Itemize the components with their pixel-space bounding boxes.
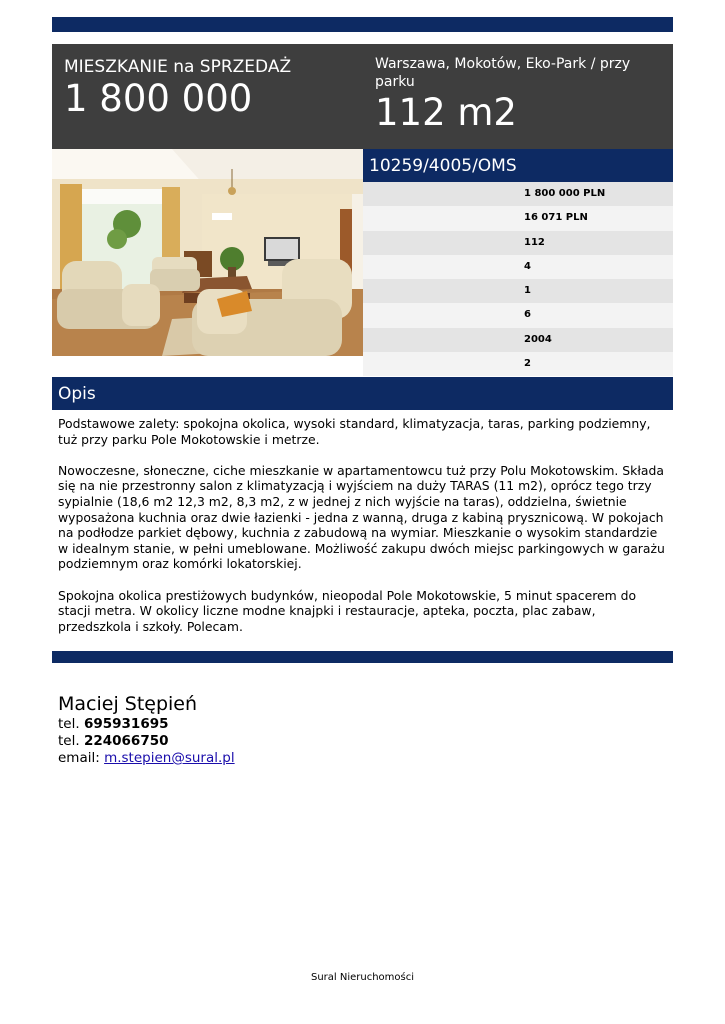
area-headline: 112 m2 <box>375 91 517 134</box>
details-table <box>363 182 673 376</box>
details-row <box>363 231 673 255</box>
details-row <box>363 352 673 376</box>
footer-company: Sural Nieruchomości <box>310 972 415 983</box>
details-value: 4 <box>524 260 531 272</box>
phone-line <box>58 716 458 733</box>
details-value: 112 <box>524 236 545 248</box>
bottom-divider-bar <box>52 651 673 663</box>
details-value: 16 071 PLN <box>524 212 588 224</box>
details-value: 1 <box>524 285 531 296</box>
details-row <box>363 279 673 303</box>
details-row <box>363 255 673 279</box>
top-divider-bar <box>52 17 673 32</box>
email-label: email: <box>58 750 100 766</box>
details-value: 6 <box>524 309 531 321</box>
reference-bar <box>363 149 673 182</box>
details-row <box>363 303 673 327</box>
description-paragraph: Spokojna okolica prestiżowych budynków, nieopodal Pole Mokotowskie, 5 minut spacerem do stacji metra. W okolicy liczne modne knajpki i restauracje, apteka, poczta, plac zabaw, przedszkola i szkoły. Polecam. <box>58 587 637 634</box>
phone-label: tel. <box>58 733 80 749</box>
details-row <box>363 328 673 352</box>
description-heading: Opis <box>58 384 96 404</box>
description-paragraph: Podstawowe zalety: spokojna okolica, wysoki standard, klimatyzacja, taras, parking podziemny, tuż przy parku Pole Mokotowskie i metrze. <box>58 416 651 447</box>
description-paragraph: Nowoczesne, słoneczne, ciche mieszkanie w apartamentowcu tuż przy Polu Mokotowskim. Składa się na nie przestronny salon z klimatyzacją i wyjściem na duży TARAS (11 m2), oprócz tego trzy sypialnie (18,6 m2 12,3 m2, 8,3 m2, z w jednej z nich wyjście na taras), oddzielna, świetnie wyposażona kuchnia oraz dwie łazienki - jedna z wanną, druga z kabiną prysznicową. W pokojach na podłodze parkiet dębowy, kuchnia z zabudową na wymiar. Mieszkanie o wysokim standardzie w idealnym stanie, w pełni umeblowane. Możliwość zakupu dwóch miejsc parkingowych w garażu podziemnym oraz komórki lokatorskiej. <box>58 462 665 572</box>
details-row <box>363 182 673 206</box>
phone-number: 224066750 <box>83 733 169 749</box>
description-body <box>58 416 670 650</box>
details-row <box>363 206 673 230</box>
email-link[interactable]: m.stepien@sural.pl <box>104 750 235 766</box>
listing-header <box>52 44 673 149</box>
apartment-photo <box>52 149 363 356</box>
agent-contact <box>58 692 458 767</box>
details-value: 2 <box>524 357 531 369</box>
agent-name: Maciej Stępień <box>58 693 198 715</box>
details-value: 1 800 000 PLN <box>524 188 606 199</box>
location: Warszawa, Mokotów, Eko-Park / przy parku <box>375 56 631 90</box>
details-value: 2004 <box>524 333 552 345</box>
email-line <box>58 750 458 767</box>
phone-label: tel. <box>58 716 80 732</box>
phone-line <box>58 733 458 750</box>
header-right <box>375 55 665 135</box>
header-left <box>64 57 354 121</box>
price-headline: 1 800 000 <box>64 77 253 120</box>
reference-number: 10259/4005/OMS <box>369 156 517 176</box>
phone-number: 695931695 <box>83 716 169 732</box>
description-heading-bar <box>52 377 673 410</box>
offer-type: MIESZKANIE na SPRZEDAŻ <box>64 57 292 77</box>
